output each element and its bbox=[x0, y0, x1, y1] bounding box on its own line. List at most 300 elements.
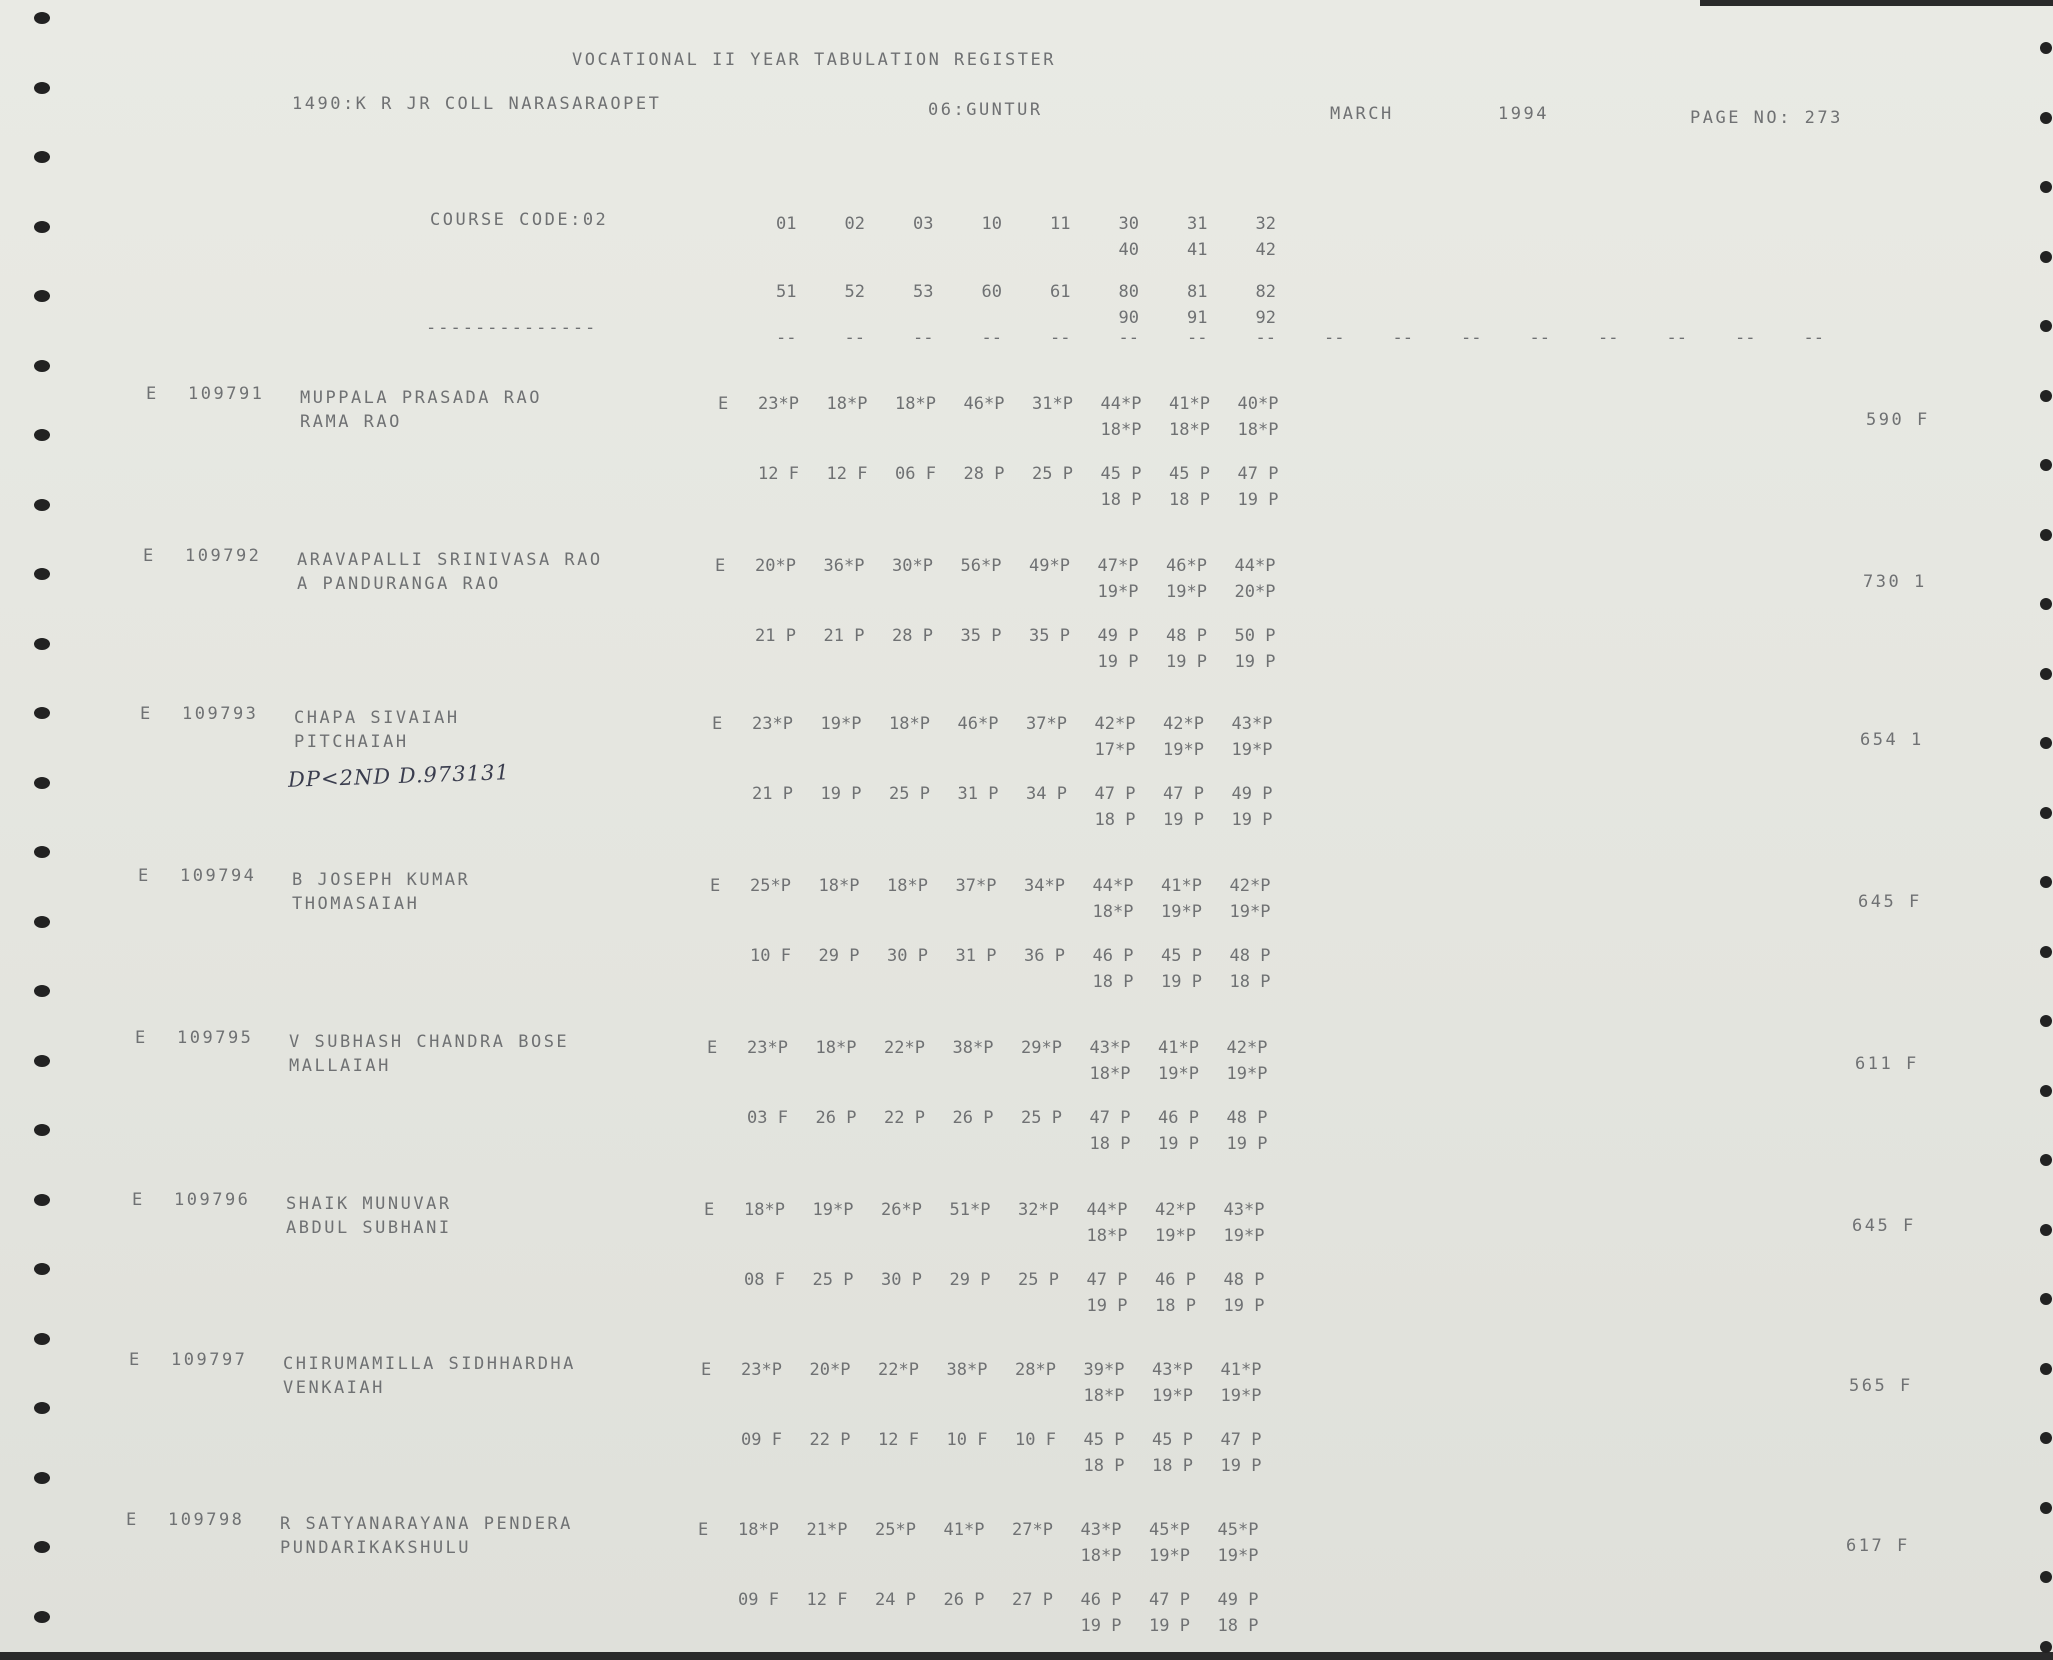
roll-number: 109791 bbox=[188, 384, 265, 404]
tractor-hole bbox=[2040, 251, 2052, 263]
tractor-hole bbox=[34, 985, 50, 997]
mark-cell: 25 P bbox=[1032, 464, 1073, 484]
total-marks: 654 1 bbox=[1860, 730, 1924, 750]
mark-cell: 43*P bbox=[1231, 714, 1273, 734]
roll-number: 109792 bbox=[185, 546, 262, 566]
tractor-hole bbox=[2040, 1015, 2052, 1027]
tractor-hole bbox=[2040, 946, 2052, 958]
mark-cell: 19 P bbox=[1161, 972, 1202, 992]
tractor-hole bbox=[34, 290, 50, 302]
mark-cell: 43*P bbox=[1089, 1038, 1131, 1058]
tractor-hole bbox=[2040, 1571, 2052, 1583]
mark-cell: 18*P bbox=[744, 1200, 785, 1220]
mark-cell: 19 P bbox=[1158, 1134, 1199, 1154]
mark-cell: 19*P bbox=[1220, 1386, 1262, 1406]
total-marks: 565 F bbox=[1849, 1376, 1913, 1396]
tractor-hole bbox=[34, 499, 50, 511]
mark-cell: 25*P bbox=[875, 1520, 916, 1540]
mark-cell: 47 P bbox=[1149, 1590, 1190, 1610]
tractor-hole bbox=[34, 1541, 50, 1553]
mark-cell: 18*P bbox=[738, 1520, 779, 1540]
mark-cell: 30 P bbox=[887, 946, 928, 966]
mark-cell: 47 P bbox=[1163, 784, 1204, 804]
mark-cell: 23*P bbox=[741, 1360, 782, 1380]
mark-cell: 43*P bbox=[1080, 1520, 1122, 1540]
mark-cell: 23*P bbox=[752, 714, 793, 734]
mark-cell: 19*P bbox=[1163, 740, 1204, 760]
mark-cell: 18*P bbox=[1237, 420, 1279, 440]
mark-cell: 19 P bbox=[1226, 1134, 1268, 1154]
mark-cell: 18*P bbox=[1083, 1386, 1125, 1406]
tractor-hole bbox=[2040, 1432, 2052, 1444]
mark-cell: 12 F bbox=[758, 464, 799, 484]
mark-cell: 47 P bbox=[1220, 1430, 1262, 1450]
student-name: V SUBHASH CHANDRA BOSE bbox=[289, 1032, 570, 1052]
mark-cell: 31 P bbox=[957, 784, 999, 804]
mark-cell: 45 P bbox=[1152, 1430, 1193, 1450]
mark-cell: 18 P bbox=[1217, 1616, 1259, 1636]
mark-cell: 19*P bbox=[1226, 1064, 1268, 1084]
column-dash: -- bbox=[1461, 328, 1482, 348]
stream-marker: E bbox=[701, 1360, 714, 1380]
mark-cell: 92 bbox=[1255, 308, 1276, 328]
mark-cell: 19 P bbox=[1237, 490, 1279, 510]
tractor-hole bbox=[34, 1055, 50, 1067]
mark-cell: 19 P bbox=[1097, 652, 1139, 672]
mark-cell: 18 P bbox=[1094, 810, 1136, 830]
stream-marker: E bbox=[715, 556, 728, 576]
column-dash: -- bbox=[1529, 328, 1550, 348]
mark-cell: 29 P bbox=[818, 946, 860, 966]
mark-cell: 18 P bbox=[1100, 490, 1142, 510]
student-name: ARAVAPALLI SRINIVASA RAO bbox=[297, 550, 603, 570]
mark-cell: 02 bbox=[844, 214, 865, 234]
mark-cell: 28 P bbox=[892, 626, 933, 646]
mark-cell: 21*P bbox=[806, 1520, 848, 1540]
stream-code: E bbox=[126, 1510, 139, 1530]
mark-cell: 35 P bbox=[1029, 626, 1070, 646]
tractor-hole bbox=[2040, 181, 2052, 193]
mark-cell: 30 bbox=[1118, 214, 1139, 234]
column-dash: -- bbox=[1050, 328, 1071, 348]
mark-cell: 31 P bbox=[955, 946, 997, 966]
mark-cell: 19 P bbox=[1231, 810, 1273, 830]
mark-cell: 32*P bbox=[1018, 1200, 1059, 1220]
mark-cell: 24 P bbox=[875, 1590, 916, 1610]
tractor-hole bbox=[34, 1194, 50, 1206]
mark-cell: 19*P bbox=[1166, 582, 1207, 602]
mark-cell: 20*P bbox=[1234, 582, 1276, 602]
roll-number: 109793 bbox=[182, 704, 259, 724]
mark-cell: 45 P bbox=[1161, 946, 1202, 966]
tractor-hole bbox=[34, 707, 50, 719]
mark-cell: 49 P bbox=[1097, 626, 1139, 646]
column-dash: -- bbox=[1735, 328, 1756, 348]
mark-cell: 23*P bbox=[758, 394, 799, 414]
column-dash: -- bbox=[1392, 328, 1413, 348]
mark-cell: 19*P bbox=[1158, 1064, 1199, 1084]
mark-cell: 36 P bbox=[1024, 946, 1065, 966]
mark-cell: 25 P bbox=[1018, 1270, 1059, 1290]
mark-cell: 44*P bbox=[1092, 876, 1134, 896]
stream-code: E bbox=[140, 704, 153, 724]
total-marks: 590 F bbox=[1866, 410, 1930, 430]
stream-code: E bbox=[132, 1190, 145, 1210]
mark-cell: 49*P bbox=[1029, 556, 1070, 576]
tractor-hole bbox=[2040, 737, 2052, 749]
mark-cell: 40 bbox=[1118, 240, 1139, 260]
roll-number: 109794 bbox=[180, 866, 257, 886]
mark-cell: 18*P bbox=[889, 714, 930, 734]
tractor-hole bbox=[34, 1124, 50, 1136]
page-number: PAGE NO: 273 bbox=[1690, 108, 1843, 128]
mark-cell: 19*P bbox=[1231, 740, 1273, 760]
mark-cell: 19*P bbox=[1149, 1546, 1190, 1566]
mark-cell: 12 F bbox=[826, 464, 868, 484]
mark-cell: 19*P bbox=[1097, 582, 1139, 602]
mark-cell: 18*P bbox=[887, 876, 928, 896]
mark-cell: 22 P bbox=[884, 1108, 925, 1128]
tractor-hole bbox=[2040, 1224, 2052, 1236]
mark-cell: 10 F bbox=[750, 946, 791, 966]
mark-cell: 46 P bbox=[1092, 946, 1134, 966]
tractor-hole bbox=[2040, 1363, 2052, 1375]
mark-cell: 39*P bbox=[1083, 1360, 1125, 1380]
mark-cell: 61 bbox=[1050, 282, 1071, 302]
mark-cell: 46 P bbox=[1158, 1108, 1199, 1128]
tractor-hole bbox=[2040, 1293, 2052, 1305]
mark-cell: 45*P bbox=[1217, 1520, 1259, 1540]
mark-cell: 18 P bbox=[1092, 972, 1134, 992]
exam-year: 1994 bbox=[1498, 104, 1549, 124]
mark-cell: 49 P bbox=[1231, 784, 1273, 804]
mark-cell: 18 P bbox=[1155, 1296, 1196, 1316]
mark-cell: 48 P bbox=[1223, 1270, 1265, 1290]
mark-cell: 03 F bbox=[747, 1108, 788, 1128]
mark-cell: 01 bbox=[776, 214, 797, 234]
stream-marker: E bbox=[698, 1520, 711, 1540]
mark-cell: 41*P bbox=[943, 1520, 985, 1540]
mark-cell: 22 P bbox=[809, 1430, 851, 1450]
stream-code: E bbox=[138, 866, 151, 886]
mark-cell: 31*P bbox=[1032, 394, 1073, 414]
college-name: 1490:K R JR COLL NARASARAOPET bbox=[292, 94, 662, 114]
tractor-hole bbox=[2040, 529, 2052, 541]
background-edge bbox=[0, 1652, 2053, 1660]
mark-cell: 19 P bbox=[820, 784, 862, 804]
mark-cell: 26 P bbox=[943, 1590, 985, 1610]
mark-cell: 26 P bbox=[952, 1108, 994, 1128]
mark-cell: 19 P bbox=[1149, 1616, 1190, 1636]
mark-cell: 12 F bbox=[878, 1430, 919, 1450]
mark-cell: 28*P bbox=[1015, 1360, 1056, 1380]
student-name: R SATYANARAYANA PENDERA bbox=[280, 1514, 573, 1534]
mark-cell: 25*P bbox=[750, 876, 791, 896]
total-marks: 730 1 bbox=[1863, 572, 1927, 592]
mark-cell: 41*P bbox=[1169, 394, 1210, 414]
mark-cell: 29 P bbox=[949, 1270, 991, 1290]
mark-cell: 60 bbox=[981, 282, 1002, 302]
mark-cell: 19 P bbox=[1080, 1616, 1122, 1636]
mark-cell: 46*P bbox=[1166, 556, 1207, 576]
tractor-hole bbox=[2040, 876, 2052, 888]
tractor-hole bbox=[34, 638, 50, 650]
mark-cell: 42*P bbox=[1163, 714, 1204, 734]
mark-cell: 40*P bbox=[1237, 394, 1279, 414]
mark-cell: 47*P bbox=[1097, 556, 1139, 576]
mark-cell: 12 F bbox=[806, 1590, 848, 1610]
tractor-hole bbox=[34, 82, 50, 94]
mark-cell: 09 F bbox=[741, 1430, 782, 1450]
father-name: THOMASAIAH bbox=[292, 894, 420, 914]
tractor-hole bbox=[2040, 390, 2052, 402]
mark-cell: 53 bbox=[913, 282, 934, 302]
mark-cell: 18*P bbox=[1100, 420, 1142, 440]
column-dash: -- bbox=[844, 328, 865, 348]
mark-cell: 41 bbox=[1187, 240, 1208, 260]
mark-cell: 19*P bbox=[1155, 1226, 1196, 1246]
mark-cell: 45 P bbox=[1100, 464, 1142, 484]
mark-cell: 32 bbox=[1255, 214, 1276, 234]
tractor-hole bbox=[34, 360, 50, 372]
mark-cell: 34 P bbox=[1026, 784, 1067, 804]
tractor-hole bbox=[2040, 320, 2052, 332]
mark-cell: 52 bbox=[844, 282, 865, 302]
tractor-hole bbox=[34, 429, 50, 441]
mark-cell: 18*P bbox=[1092, 902, 1134, 922]
tractor-hole bbox=[34, 568, 50, 580]
stream-code: E bbox=[143, 546, 156, 566]
mark-cell: 47 P bbox=[1094, 784, 1136, 804]
father-name: A PANDURANGA RAO bbox=[297, 574, 501, 594]
mark-cell: 25 P bbox=[1021, 1108, 1062, 1128]
mark-cell: 03 bbox=[913, 214, 934, 234]
column-dash: -- bbox=[1118, 328, 1139, 348]
column-dash: -- bbox=[1255, 328, 1276, 348]
mark-cell: 35 P bbox=[960, 626, 1002, 646]
student-name: CHIRUMAMILLA SIDHHARDHA bbox=[283, 1354, 576, 1374]
column-dash: -- bbox=[1187, 328, 1208, 348]
student-name: CHAPA SIVAIAH bbox=[294, 708, 460, 728]
mark-cell: 56*P bbox=[960, 556, 1002, 576]
exam-month: MARCH bbox=[1330, 104, 1394, 124]
mark-cell: 48 P bbox=[1229, 946, 1271, 966]
mark-cell: 18*P bbox=[895, 394, 936, 414]
stream-marker: E bbox=[707, 1038, 720, 1058]
mark-cell: 48 P bbox=[1226, 1108, 1268, 1128]
mark-cell: 18*P bbox=[1169, 420, 1210, 440]
mark-cell: 51 bbox=[776, 282, 797, 302]
column-dash: -- bbox=[1803, 328, 1824, 348]
mark-cell: 90 bbox=[1118, 308, 1139, 328]
stream-marker: E bbox=[718, 394, 731, 414]
mark-cell: 91 bbox=[1187, 308, 1208, 328]
mark-cell: 18*P bbox=[1089, 1064, 1131, 1084]
mark-cell: 45*P bbox=[1149, 1520, 1190, 1540]
mark-cell: 18*P bbox=[1086, 1226, 1128, 1246]
mark-cell: 42*P bbox=[1229, 876, 1271, 896]
column-dash: -- bbox=[1598, 328, 1619, 348]
mark-cell: 18*P bbox=[1080, 1546, 1122, 1566]
column-dash: -- bbox=[913, 328, 934, 348]
mark-cell: 45 P bbox=[1169, 464, 1210, 484]
mark-cell: 19 P bbox=[1223, 1296, 1265, 1316]
mark-cell: 19*P bbox=[1161, 902, 1202, 922]
stream-marker: E bbox=[712, 714, 725, 734]
mark-cell: 18 P bbox=[1089, 1134, 1131, 1154]
mark-cell: 09 F bbox=[738, 1590, 779, 1610]
mark-cell: 25 P bbox=[889, 784, 930, 804]
mark-cell: 10 F bbox=[1015, 1430, 1056, 1450]
tractor-hole bbox=[34, 151, 50, 163]
mark-cell: 19*P bbox=[1229, 902, 1271, 922]
mark-cell: 47 P bbox=[1237, 464, 1279, 484]
mark-cell: 42 bbox=[1255, 240, 1276, 260]
tractor-hole bbox=[34, 916, 50, 928]
mark-cell: 49 P bbox=[1217, 1590, 1259, 1610]
mark-cell: 19*P bbox=[1223, 1226, 1265, 1246]
mark-cell: 19*P bbox=[1152, 1386, 1193, 1406]
mark-cell: 51*P bbox=[949, 1200, 991, 1220]
mark-cell: 18 P bbox=[1169, 490, 1210, 510]
stream-code: E bbox=[135, 1028, 148, 1048]
total-marks: 645 F bbox=[1852, 1216, 1916, 1236]
mark-cell: 26 P bbox=[815, 1108, 857, 1128]
mark-cell: 81 bbox=[1187, 282, 1208, 302]
mark-cell: 23*P bbox=[747, 1038, 788, 1058]
mark-cell: 08 F bbox=[744, 1270, 785, 1290]
district-name: 06:GUNTUR bbox=[928, 100, 1043, 120]
mark-cell: 21 P bbox=[752, 784, 793, 804]
father-name: RAMA RAO bbox=[300, 412, 402, 432]
father-name: PITCHAIAH bbox=[294, 732, 409, 752]
stream-marker: E bbox=[710, 876, 723, 896]
mark-cell: 27 P bbox=[1012, 1590, 1053, 1610]
stream-marker: E bbox=[704, 1200, 717, 1220]
mark-cell: 10 F bbox=[946, 1430, 988, 1450]
mark-cell: 19*P bbox=[820, 714, 862, 734]
column-dash: -- bbox=[981, 328, 1002, 348]
roll-number: 109798 bbox=[168, 1510, 245, 1530]
tractor-hole bbox=[2040, 1641, 2052, 1653]
mark-cell: 17*P bbox=[1094, 740, 1136, 760]
student-name: SHAIK MUNUVAR bbox=[286, 1194, 452, 1214]
student-name: MUPPALA PRASADA RAO bbox=[300, 388, 542, 408]
mark-cell: 47 P bbox=[1086, 1270, 1128, 1290]
tractor-hole bbox=[2040, 668, 2052, 680]
mark-cell: 44*P bbox=[1100, 394, 1142, 414]
column-dash: -- bbox=[1324, 328, 1345, 348]
mark-cell: 82 bbox=[1255, 282, 1276, 302]
tractor-hole bbox=[34, 221, 50, 233]
tractor-hole bbox=[2040, 807, 2052, 819]
background-edge bbox=[1700, 0, 2053, 6]
mark-cell: 11 bbox=[1050, 214, 1071, 234]
mark-cell: 18 P bbox=[1229, 972, 1271, 992]
column-dash: -- bbox=[776, 328, 797, 348]
tractor-hole bbox=[2040, 1085, 2052, 1097]
mark-cell: 19*P bbox=[1217, 1546, 1259, 1566]
mark-cell: 46*P bbox=[957, 714, 999, 734]
mark-cell: 19 P bbox=[1234, 652, 1276, 672]
mark-cell: 06 F bbox=[895, 464, 936, 484]
mark-cell: 50 P bbox=[1234, 626, 1276, 646]
mark-cell: 22*P bbox=[884, 1038, 925, 1058]
student-name: B JOSEPH KUMAR bbox=[292, 870, 471, 890]
mark-cell: 38*P bbox=[946, 1360, 988, 1380]
mark-cell: 18*P bbox=[826, 394, 868, 414]
mark-cell: 44*P bbox=[1234, 556, 1276, 576]
mark-cell: 34*P bbox=[1024, 876, 1065, 896]
mark-cell: 31 bbox=[1187, 214, 1208, 234]
mark-cell: 20*P bbox=[755, 556, 796, 576]
total-marks: 617 F bbox=[1846, 1536, 1910, 1556]
mark-cell: 18*P bbox=[815, 1038, 857, 1058]
stream-code: E bbox=[129, 1350, 142, 1370]
mark-cell: 30 P bbox=[881, 1270, 922, 1290]
mark-cell: 37*P bbox=[955, 876, 997, 896]
mark-cell: 27*P bbox=[1012, 1520, 1053, 1540]
mark-cell: 41*P bbox=[1158, 1038, 1199, 1058]
father-name: ABDUL SUBHANI bbox=[286, 1218, 452, 1238]
mark-cell: 41*P bbox=[1220, 1360, 1262, 1380]
mark-cell: 30*P bbox=[892, 556, 933, 576]
tractor-hole bbox=[34, 12, 50, 24]
column-dash: -- bbox=[1666, 328, 1687, 348]
tractor-hole bbox=[2040, 598, 2052, 610]
father-name: MALLAIAH bbox=[289, 1056, 391, 1076]
mark-cell: 19 P bbox=[1163, 810, 1204, 830]
mark-cell: 28 P bbox=[963, 464, 1005, 484]
tractor-hole bbox=[34, 1263, 50, 1275]
tractor-hole bbox=[34, 1333, 50, 1345]
mark-cell: 45 P bbox=[1083, 1430, 1125, 1450]
tractor-hole bbox=[2040, 42, 2052, 54]
mark-cell: 19 P bbox=[1220, 1456, 1262, 1476]
mark-cell: 47 P bbox=[1089, 1108, 1131, 1128]
mark-cell: 46 P bbox=[1155, 1270, 1196, 1290]
mark-cell: 37*P bbox=[1026, 714, 1067, 734]
mark-cell: 18 P bbox=[1152, 1456, 1193, 1476]
mark-cell: 42*P bbox=[1226, 1038, 1268, 1058]
mark-cell: 18 P bbox=[1083, 1456, 1125, 1476]
tractor-hole bbox=[2040, 459, 2052, 471]
tractor-hole bbox=[2040, 112, 2052, 124]
mark-cell: 10 bbox=[981, 214, 1002, 234]
roll-number: 109797 bbox=[171, 1350, 248, 1370]
mark-cell: 19 P bbox=[1166, 652, 1207, 672]
mark-cell: 26*P bbox=[881, 1200, 922, 1220]
tractor-hole bbox=[2040, 1154, 2052, 1166]
tractor-hole bbox=[34, 846, 50, 858]
mark-cell: 22*P bbox=[878, 1360, 919, 1380]
mark-cell: 43*P bbox=[1152, 1360, 1193, 1380]
mark-cell: 41*P bbox=[1161, 876, 1202, 896]
tractor-hole bbox=[2040, 1502, 2052, 1514]
tractor-hole bbox=[34, 777, 50, 789]
mark-cell: 80 bbox=[1118, 282, 1139, 302]
mark-cell: 29*P bbox=[1021, 1038, 1062, 1058]
roll-number: 109795 bbox=[177, 1028, 254, 1048]
father-name: VENKAIAH bbox=[283, 1378, 385, 1398]
tractor-hole bbox=[34, 1472, 50, 1484]
mark-cell: 48 P bbox=[1166, 626, 1207, 646]
mark-cell: 19 P bbox=[1086, 1296, 1128, 1316]
mark-cell: 20*P bbox=[809, 1360, 851, 1380]
mark-cell: 43*P bbox=[1223, 1200, 1265, 1220]
total-marks: 645 F bbox=[1858, 892, 1922, 912]
mark-cell: 21 P bbox=[755, 626, 796, 646]
